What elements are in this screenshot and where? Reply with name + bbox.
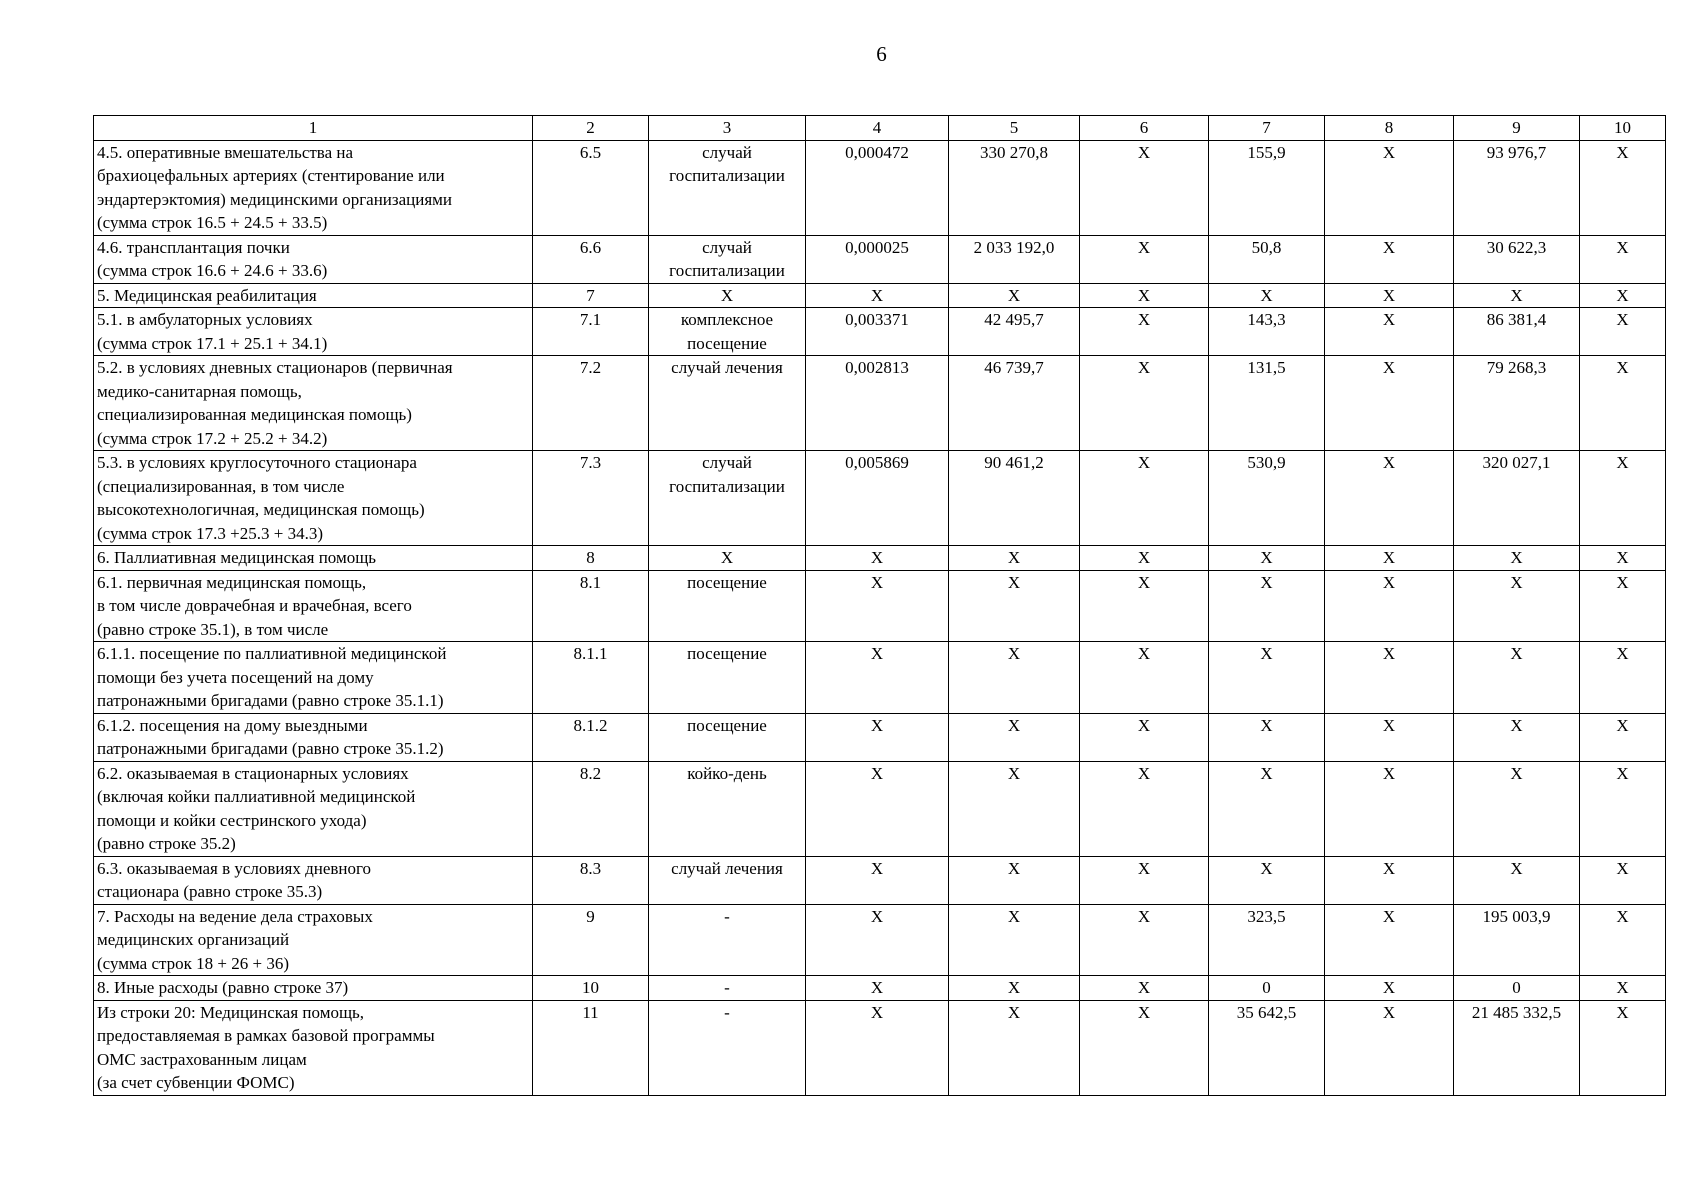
table-cell: X [1080,1000,1209,1095]
row-name-line: патронажными бригадами (равно строке 35.1.2) [97,739,444,758]
table-cell: 143,3 [1209,308,1325,356]
row-name-line: (равно строке 35.2) [97,834,236,853]
table-row [94,356,1666,451]
row-name-line: 6.1. первичная медицинская помощь, [97,572,367,592]
row-name-cell [94,713,533,761]
table-cell: X [1209,546,1325,571]
table-cell: X [1580,642,1666,714]
row-name-line: Из строки 20: Медицинская помощь, [97,1002,365,1022]
table-cell: - [649,904,806,976]
row-name-cell [94,356,533,451]
header-cell: 9 [1454,116,1580,141]
table-cell: X [806,546,949,571]
table-row [94,761,1666,856]
table-cell: 86 381,4 [1454,308,1580,356]
table-cell: X [1325,1000,1454,1095]
table-cell: 42 495,7 [949,308,1080,356]
table-cell: 46 739,7 [949,356,1080,451]
row-name-line: (сумма строк 16.5 + 24.5 + 33.5) [97,213,328,232]
table-cell: X [1580,140,1666,235]
row-name-cell [94,235,533,283]
row-name-line: (сумма строк 17.3 +25.3 + 34.3) [97,523,323,543]
table-cell: X [1325,451,1454,546]
table-cell: X [1454,283,1580,308]
table-cell: X [1454,642,1580,714]
table-cell: 6.6 [533,235,649,283]
table-cell: 7.1 [533,308,649,356]
table-row [94,904,1666,976]
table-cell: X [1080,904,1209,976]
table-cell: X [806,713,949,761]
table-cell: X [1209,761,1325,856]
table-cell: 93 976,7 [1454,140,1580,235]
row-name-line: эндартерэктомия) медицинскими организациями [97,189,453,209]
table-cell: 9 [533,904,649,976]
table-cell: X [1209,283,1325,308]
table-row [94,140,1666,235]
table-cell: X [1454,761,1580,856]
table-cell: X [949,904,1080,976]
table-cell: X [1580,235,1666,283]
table-cell: 0,002813 [806,356,949,451]
table-cell: 7.2 [533,356,649,451]
table-cell: 11 [533,1000,649,1095]
table-cell: случай лечения [649,356,806,451]
table-cell: X [806,904,949,976]
table-cell: 0,000025 [806,235,949,283]
row-name-line: 6.2. оказываемая в стационарных условиях [97,763,409,783]
row-name-line: 6.1.1. посещение по паллиативной медицинской [97,644,447,663]
table-cell: X [1325,570,1454,642]
table-row [94,713,1666,761]
table-cell: 0 [1209,976,1325,1001]
table-cell: X [1080,308,1209,356]
table-cell: X [1080,856,1209,904]
row-name-cell [94,904,533,976]
table-cell: X [806,761,949,856]
table-cell: X [806,570,949,642]
table-cell: X [1325,713,1454,761]
table-body [94,140,1666,1095]
row-name-cell [94,976,533,1001]
row-name-line: 7. Расходы на ведение дела страховых [97,906,373,926]
row-name-line: 4.5. оперативные вмешательства на [97,142,354,162]
table-cell: 8.1 [533,570,649,642]
table-cell: X [1080,283,1209,308]
row-name-cell [94,761,533,856]
table-cell: X [1580,308,1666,356]
table-cell: X [949,642,1080,714]
row-name-line: предоставляемая в рамках базовой программы [97,1026,435,1045]
table-cell: X [1325,642,1454,714]
table-cell: X [1325,856,1454,904]
header-cell: 5 [949,116,1080,141]
table-cell: X [1454,856,1580,904]
table-cell: X [1580,1000,1666,1095]
table-cell: 323,5 [1209,904,1325,976]
table-row [94,283,1666,308]
header-cell: 7 [1209,116,1325,141]
table-cell: X [1580,904,1666,976]
row-name-line: 8. Иные расходы (равно строке 37) [97,978,349,997]
table-cell: 0,005869 [806,451,949,546]
row-name-line: помощи без учета посещений на дому [97,667,374,687]
table-cell: 10 [533,976,649,1001]
table-cell: посещение [649,642,806,714]
table-row [94,570,1666,642]
table-cell: X [1580,356,1666,451]
table-cell: X [949,570,1080,642]
row-name-line: 6. Паллиативная медицинская помощь [97,548,377,567]
row-name-line: (сумма строк 17.2 + 25.2 + 34.2) [97,428,328,448]
table-cell: X [1580,546,1666,571]
page-number: 6 [876,42,887,66]
table-cell: 131,5 [1209,356,1325,451]
table-cell: X [1325,761,1454,856]
table-cell: X [1580,283,1666,308]
table-cell: X [949,283,1080,308]
row-name-cell [94,546,533,571]
table-cell: X [1080,570,1209,642]
table-cell: X [806,1000,949,1095]
table-cell: X [949,976,1080,1001]
row-name-line: брахиоцефальных артериях (стентирование или [97,166,445,185]
table-cell: X [1454,570,1580,642]
table-cell: X [806,642,949,714]
row-name-line: (специализированная, в том числе [97,476,345,496]
table-cell: случай госпитализации [649,140,806,235]
table-cell: X [949,713,1080,761]
table-cell: X [1454,713,1580,761]
row-name-line: в том числе доврачебная и врачебная, всего [97,596,412,615]
header-cell: 8 [1325,116,1454,141]
table-cell: 30 622,3 [1454,235,1580,283]
header-cell: 3 [649,116,806,141]
table-cell: X [1325,283,1454,308]
row-name-cell [94,140,533,235]
table-cell: X [1209,570,1325,642]
table-cell: комплексное посещение [649,308,806,356]
table-cell: X [1080,451,1209,546]
table-cell: случай госпитализации [649,235,806,283]
row-name-cell [94,570,533,642]
table-cell: 79 268,3 [1454,356,1580,451]
table-cell: X [649,283,806,308]
table-cell: X [1580,761,1666,856]
row-name-line: высокотехнологичная, медицинская помощь) [97,500,425,519]
table-cell: 8 [533,546,649,571]
table-cell: случай лечения [649,856,806,904]
table-cell: X [1080,713,1209,761]
table-cell: 0,000472 [806,140,949,235]
row-name-line: (за счет субвенции ФОМС) [97,1073,295,1092]
table-cell: 8.1.2 [533,713,649,761]
table-row [94,308,1666,356]
table-cell: X [1080,642,1209,714]
table-cell: - [649,976,806,1001]
table-cell: 2 033 192,0 [949,235,1080,283]
row-name-line: 4.6. трансплантация почки [97,237,290,257]
row-name-line: (сумма строк 17.1 + 25.1 + 34.1) [97,333,328,353]
table-cell: X [949,761,1080,856]
row-name-line: 5.3. в условиях круглосуточного стационара [97,453,417,472]
row-name-line: (сумма строк 16.6 + 24.6 + 33.6) [97,261,328,280]
table-cell: X [1580,713,1666,761]
table-cell: 320 027,1 [1454,451,1580,546]
table-cell: 90 461,2 [949,451,1080,546]
table-cell: 21 485 332,5 [1454,1000,1580,1095]
row-name-line: (равно строке 35.1), в том числе [97,619,329,639]
table-cell: 0 [1454,976,1580,1001]
table-cell: X [1080,761,1209,856]
table-cell: X [1325,140,1454,235]
table-cell: X [806,283,949,308]
table-cell: X [1209,642,1325,714]
row-name-line: 5. Медицинская реабилитация [97,285,317,305]
row-name-line: 5.2. в условиях дневных стационаров (первичная [97,358,453,377]
header-cell: 2 [533,116,649,141]
table-cell: 35 642,5 [1209,1000,1325,1095]
row-name-cell [94,308,533,356]
row-name-line: медицинских организаций [97,930,290,949]
row-name-line: медико-санитарная помощь, [97,381,302,401]
row-name-line: ОМС застрахованным лицам [97,1049,307,1069]
table-cell: X [1080,235,1209,283]
header-cell: 4 [806,116,949,141]
table-row [94,1000,1666,1095]
table-cell: X [806,976,949,1001]
table-cell: X [1454,546,1580,571]
header-cell: 1 [94,116,533,141]
table-cell: X [1080,140,1209,235]
table-cell: X [1325,546,1454,571]
table-cell: X [1325,356,1454,451]
table-cell: случай госпитализации [649,451,806,546]
table-cell: 7 [533,283,649,308]
row-name-line: 6.1.2. посещения на дому выездными [97,715,368,735]
table-cell: 530,9 [1209,451,1325,546]
table-row [94,546,1666,571]
table-cell: 195 003,9 [1454,904,1580,976]
table-cell: X [949,1000,1080,1095]
row-name-line: патронажными бригадами (равно строке 35.1.1) [97,691,444,710]
table-cell: X [1080,546,1209,571]
table-cell: X [806,856,949,904]
table-cell: X [1325,976,1454,1001]
table-cell: X [949,856,1080,904]
table-cell: X [1580,856,1666,904]
table-cell: X [1580,976,1666,1001]
table-cell: X [1080,356,1209,451]
table-row [94,976,1666,1001]
row-name-cell [94,283,533,308]
table-cell: X [1580,451,1666,546]
table-cell: X [1325,308,1454,356]
table-cell: X [1580,570,1666,642]
table-cell: 50,8 [1209,235,1325,283]
table-cell: 8.3 [533,856,649,904]
row-name-cell [94,451,533,546]
table-cell: 6.5 [533,140,649,235]
table-cell: X [1080,976,1209,1001]
table-header-row [94,116,1666,141]
table-cell: 330 270,8 [949,140,1080,235]
table-row [94,235,1666,283]
row-name-line: стационара (равно строке 35.3) [97,882,323,901]
table-cell: 155,9 [1209,140,1325,235]
row-name-line: помощи и койки сестринского ухода) [97,810,367,830]
row-name-line: специализированная медицинская помощь) [97,405,412,424]
table-cell: X [649,546,806,571]
table-cell: 0,003371 [806,308,949,356]
table-row [94,451,1666,546]
table-row [94,856,1666,904]
table-cell: 7.3 [533,451,649,546]
table-row [94,642,1666,714]
row-name-cell [94,1000,533,1095]
table-cell: X [1209,856,1325,904]
table-cell: X [1325,235,1454,283]
row-name-line: 6.3. оказываемая в условиях дневного [97,858,372,878]
row-name-line: 5.1. в амбулаторных условиях [97,310,313,329]
table-cell: X [949,546,1080,571]
table-cell: 8.2 [533,761,649,856]
table-cell: X [1325,904,1454,976]
row-name-cell [94,856,533,904]
table-cell: койко-день [649,761,806,856]
table-cell: X [1209,713,1325,761]
table-cell: - [649,1000,806,1095]
row-name-line: (сумма строк 18 + 26 + 36) [97,953,289,973]
header-cell: 10 [1580,116,1666,141]
table-cell: посещение [649,713,806,761]
table-cell: посещение [649,570,806,642]
table-cell: 8.1.1 [533,642,649,714]
header-cell: 6 [1080,116,1209,141]
data-table [93,115,1666,1096]
row-name-cell [94,642,533,714]
row-name-line: (включая койки паллиативной медицинской [97,787,416,806]
